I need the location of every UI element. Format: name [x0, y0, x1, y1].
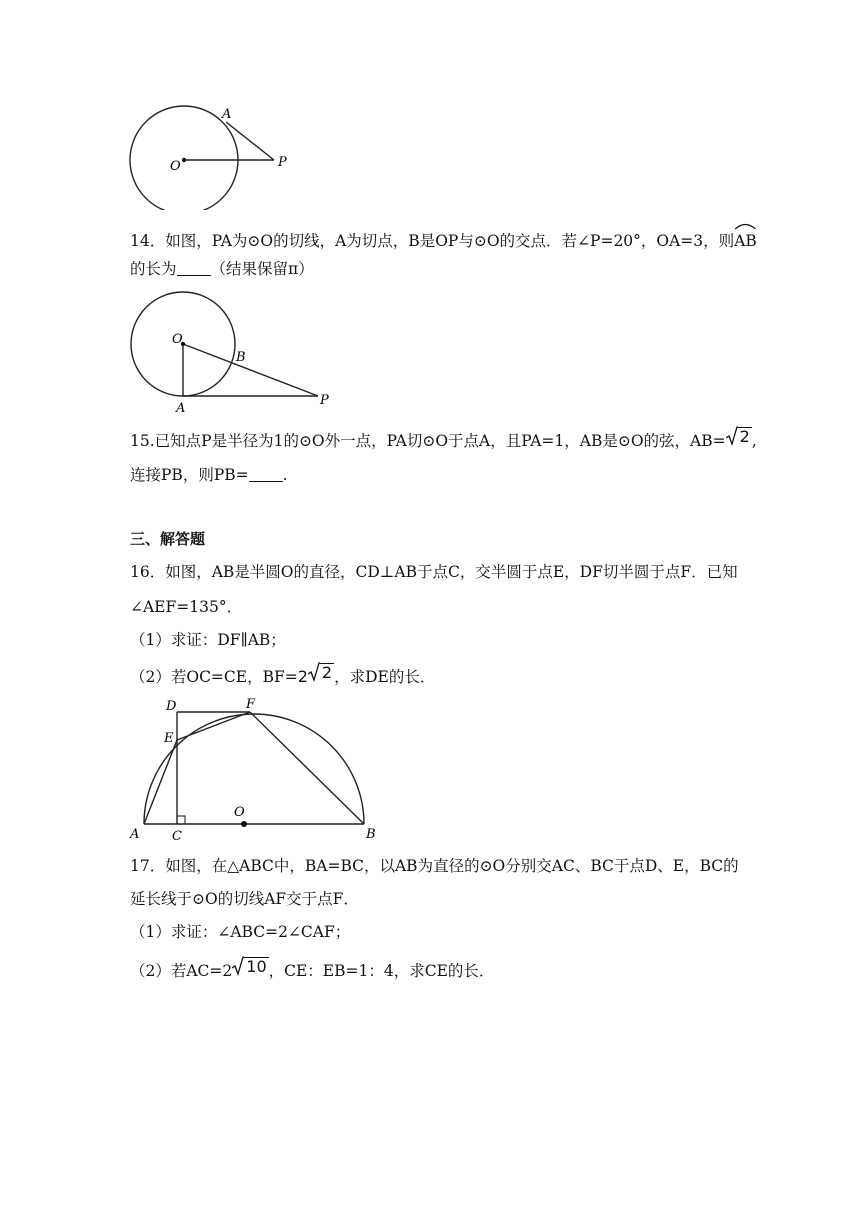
- q16-line1: 16．如图，AB是半圆O的直径，CD⊥AB于点C，交半圆于点E，DF切半圆于点F．已知: [130, 563, 738, 581]
- sqrt-expression: 2: [726, 426, 752, 446]
- label-p: P: [320, 393, 329, 408]
- arc-ab-notation: AB: [734, 226, 757, 252]
- segment-ef: [177, 712, 250, 740]
- tangent-ap: [226, 122, 274, 160]
- q17-part1: （1）求证：∠ABC=2∠CAF；: [130, 923, 351, 941]
- segment-fb: [250, 712, 364, 824]
- q16-part1: （1）求证：DF∥AB；: [130, 631, 286, 649]
- center-dot: [182, 158, 186, 162]
- q15-line2: 连接PB，则PB= .: [130, 466, 288, 484]
- center-dot: [241, 821, 247, 827]
- label-a: A: [222, 107, 232, 122]
- q14-line1: 14．如图，PA为⊙O的切线，A为切点，B是OP与⊙O的交点．若∠P=20°，OA=3，则 AB: [130, 226, 740, 252]
- sqrt-expression: 2: [308, 662, 334, 682]
- q17-line2: 延长线于⊙O的切线AF交于点F．: [130, 890, 359, 908]
- q16-line2: ∠AEF=135°．: [130, 598, 243, 616]
- segment-op: [183, 344, 318, 396]
- q15-line1: 15.已知点P是半径为1的⊙O外一点，PA切⊙O于点A，且PA=1，AB是⊙O的弦，AB= 2 ,: [130, 427, 757, 450]
- label-c: C: [172, 829, 182, 842]
- label-a: A: [176, 401, 186, 416]
- label-e: E: [164, 731, 174, 746]
- label-a: A: [130, 827, 140, 842]
- label-f: F: [246, 697, 256, 712]
- label-o: O: [234, 805, 245, 820]
- figure-semicircle: [120, 692, 390, 842]
- figure-circle-tangent-a: [120, 100, 300, 210]
- label-b: B: [366, 827, 376, 842]
- q17-line1: 17．如图，在△ABC中，BA=BC，以AB为直径的⊙O分别交AC、BC于点D、E，BC的: [130, 857, 739, 875]
- q14-line2: 的长为 （结果保留π）: [130, 260, 314, 278]
- label-b: B: [236, 350, 246, 365]
- label-o: O: [172, 332, 183, 347]
- label-d: D: [166, 699, 177, 714]
- section-heading: 三、解答题: [130, 530, 206, 548]
- label-p: P: [278, 155, 287, 170]
- answer-blank: [177, 259, 211, 276]
- q17-part2: （2）若AC=2 10 ，CE：EB=1：4，求CE的长．: [130, 957, 495, 980]
- right-angle-mark: [177, 816, 185, 824]
- label-o: O: [170, 159, 181, 174]
- q16-part2: （2）若OC=CE，BF=2 2 ，求DE的长．: [130, 663, 436, 686]
- segment-ae: [144, 740, 177, 824]
- figure-circle-tangent-b: [120, 288, 340, 416]
- sqrt-expression: 10: [232, 956, 268, 976]
- answer-blank: [249, 465, 283, 482]
